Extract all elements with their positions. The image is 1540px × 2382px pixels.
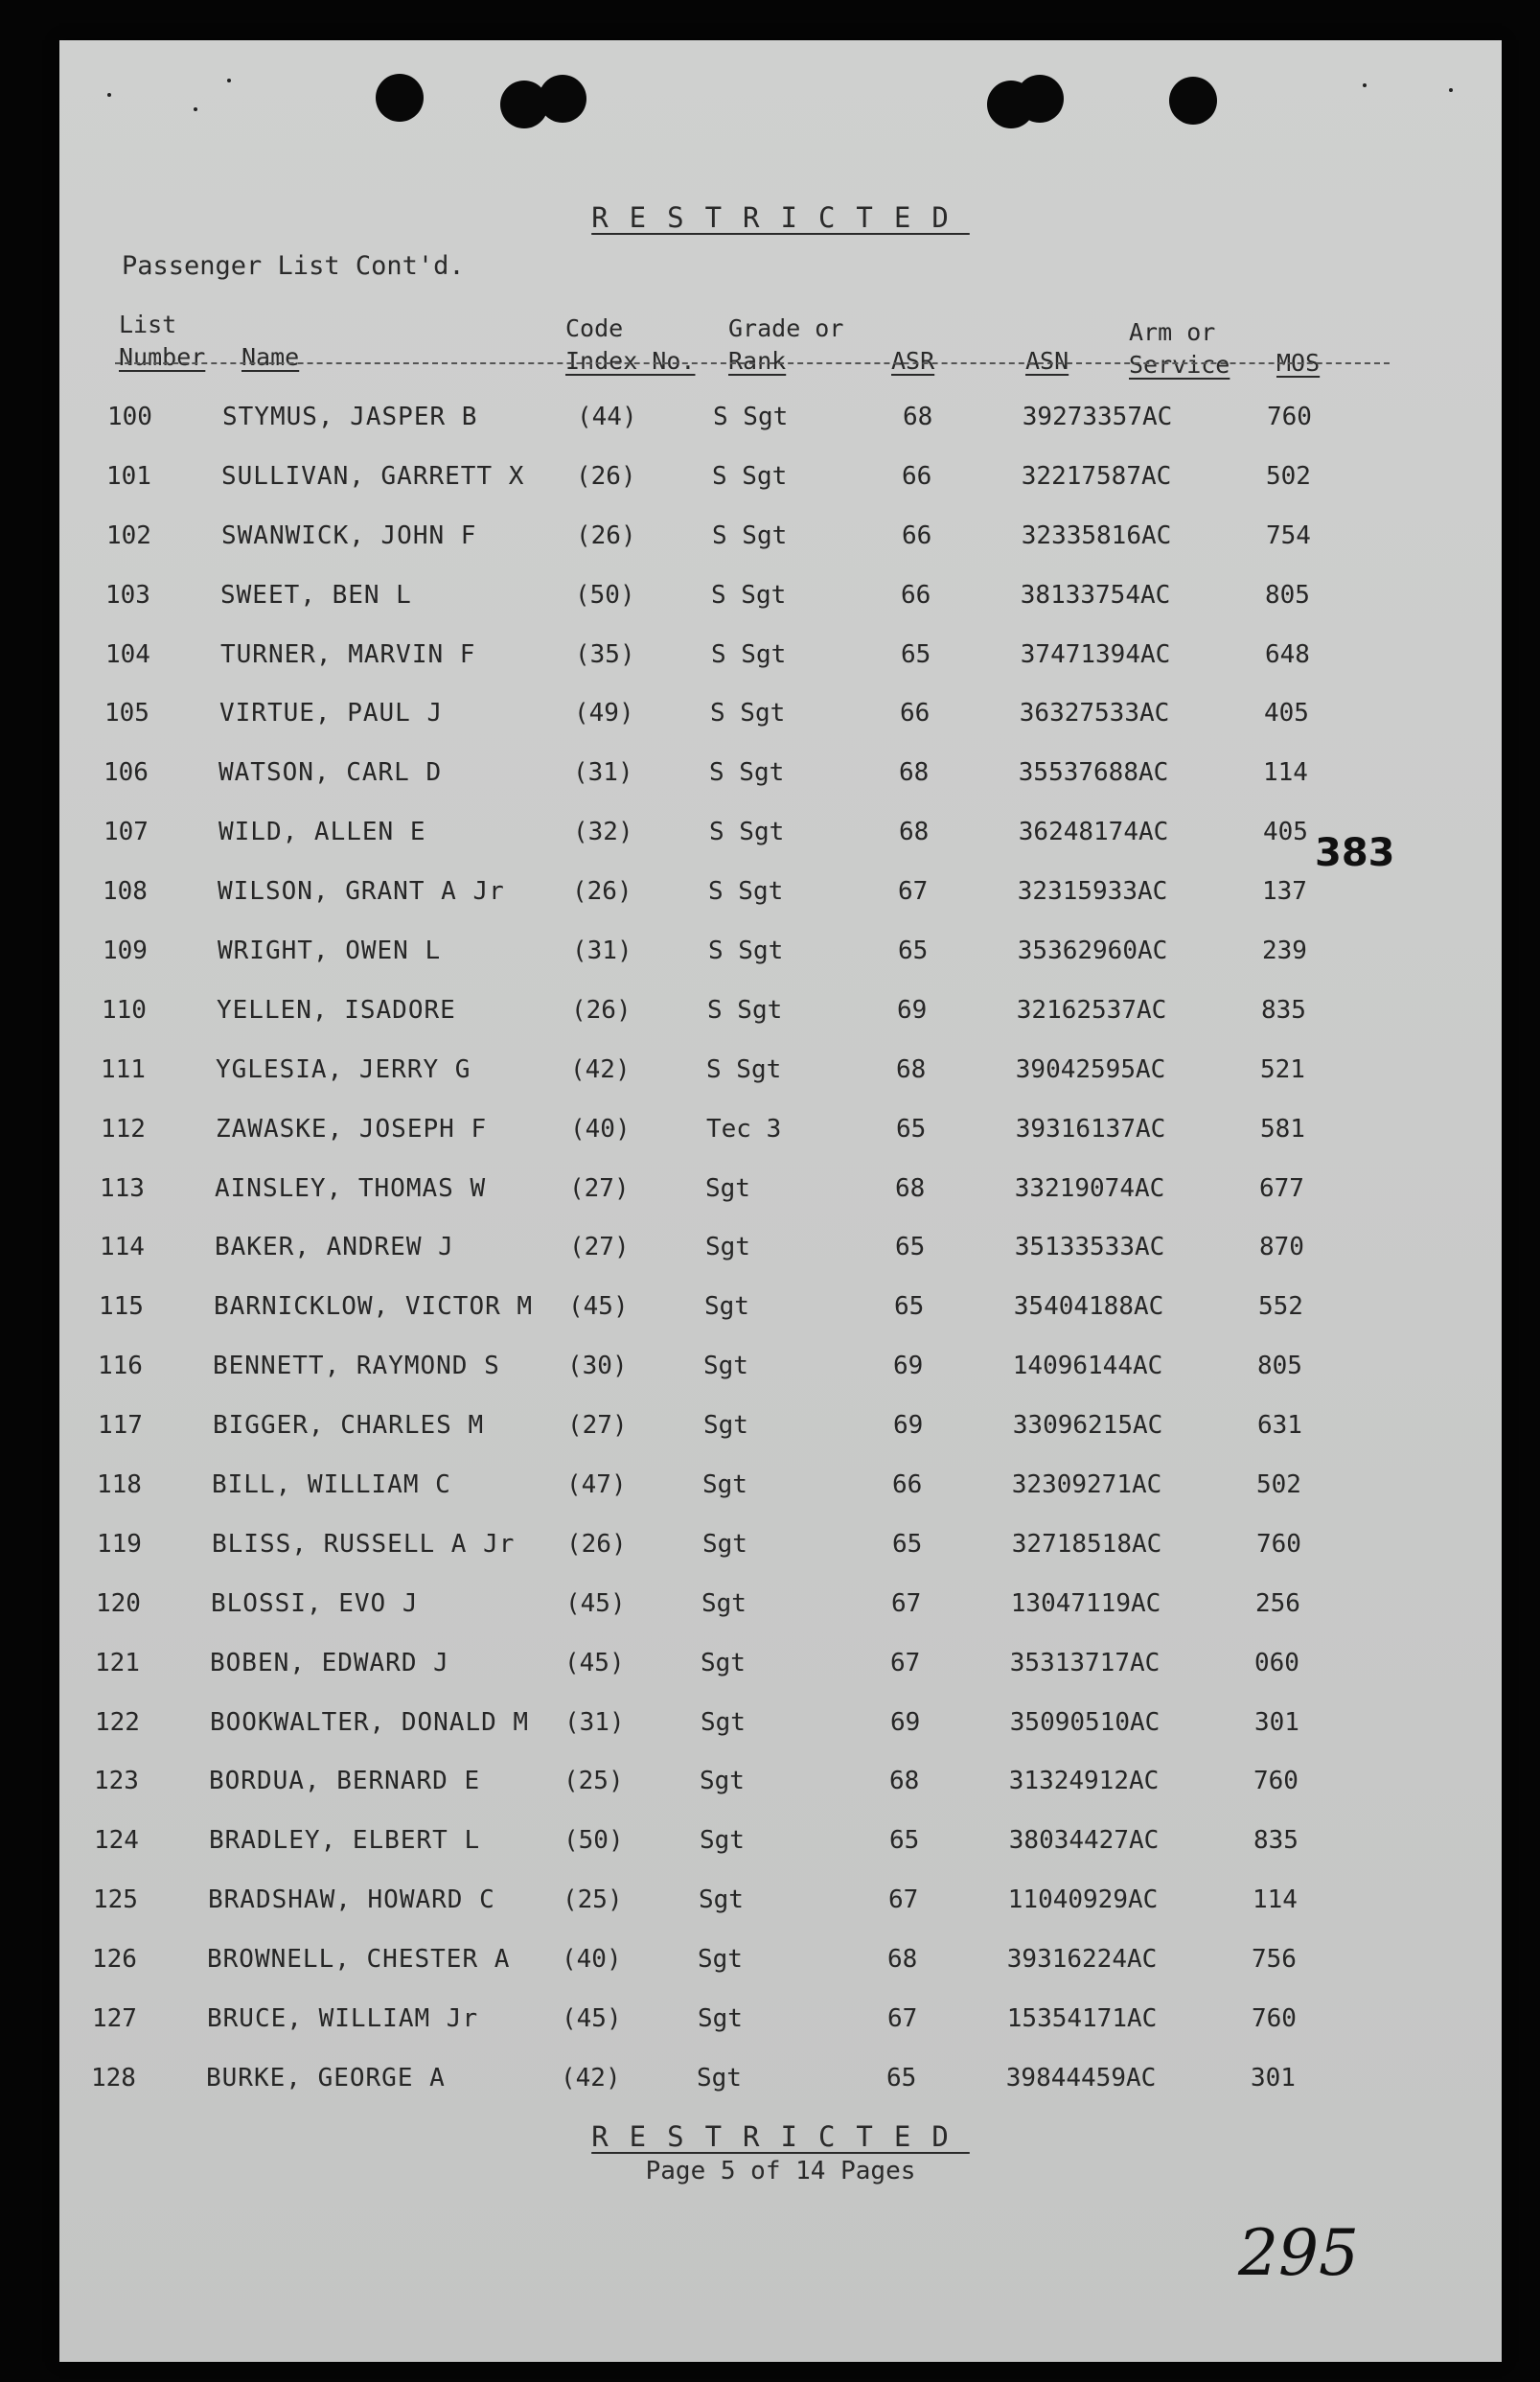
asr-score: 67	[898, 877, 929, 907]
arm-service: AC	[1138, 937, 1168, 966]
passenger-name: BRADLEY, ELBERT L	[209, 1826, 481, 1856]
table-row	[59, 1470, 1502, 1530]
grade-rank: Tec 3	[706, 1114, 782, 1144]
code-index: (45)	[568, 1292, 629, 1322]
mos-code: 756	[1252, 1945, 1297, 1975]
code-index: (42)	[570, 1054, 631, 1084]
speck	[1363, 83, 1367, 87]
passenger-name: YGLESIA, JERRY G	[216, 1054, 471, 1084]
page-number: Page 5 of 14 Pages	[645, 2157, 916, 2185]
passenger-name: BIGGER, CHARLES M	[213, 1411, 485, 1441]
mos-code: 137	[1262, 877, 1307, 907]
asr-score: 66	[901, 580, 931, 610]
grade-rank: Sgt	[701, 1648, 746, 1677]
header-arm-label: Arm or	[1129, 318, 1216, 346]
asr-score: 68	[903, 403, 933, 431]
table-row	[59, 1767, 1502, 1826]
header-rule	[115, 362, 1390, 364]
arm-service: AC	[1129, 1767, 1160, 1796]
code-index: (25)	[563, 1767, 624, 1796]
code-index: (31)	[564, 1707, 625, 1737]
list-number: 116	[98, 1352, 143, 1381]
list-number: 108	[103, 877, 148, 907]
arm-service: AC	[1130, 1707, 1161, 1737]
passenger-name: VIRTUE, PAUL J	[219, 699, 444, 728]
header-arm	[1129, 316, 1230, 382]
asr-score: 65	[894, 1292, 925, 1322]
list-number: 112	[101, 1114, 146, 1144]
code-index: (31)	[573, 758, 633, 788]
table-row	[59, 1292, 1502, 1352]
table-row	[59, 1708, 1502, 1768]
asr-score: 67	[891, 1588, 922, 1618]
grade-rank: S Sgt	[710, 699, 786, 728]
table-row	[59, 521, 1502, 581]
asr-score: 68	[899, 818, 930, 847]
asr-score: 69	[893, 1352, 924, 1381]
mos-code: 114	[1253, 1885, 1298, 1915]
code-index: (50)	[575, 580, 635, 610]
asn-number: 11040929	[1007, 1885, 1128, 1915]
mos-code: 060	[1254, 1648, 1299, 1677]
arm-service: AC	[1132, 1529, 1162, 1559]
asr-score: 66	[900, 699, 931, 728]
passenger-name: BRADSHAW, HOWARD C	[208, 1885, 495, 1915]
asn-number: 14096144	[1012, 1352, 1133, 1381]
passenger-name: STYMUS, JASPER B	[222, 403, 478, 431]
passenger-name: BAKER, ANDREW J	[215, 1233, 454, 1262]
header-number-label: Number	[119, 343, 206, 371]
code-index: (45)	[565, 1588, 626, 1618]
header-grade	[728, 312, 843, 378]
passenger-name: BLOSSI, EVO J	[211, 1588, 419, 1618]
arm-service: AC	[1141, 520, 1172, 550]
asr-score: 69	[890, 1707, 921, 1737]
list-number: 125	[93, 1885, 138, 1915]
mos-code: 760	[1256, 1529, 1301, 1559]
list-number: 106	[103, 758, 149, 788]
classification-footer: RESTRICTED	[591, 2120, 970, 2153]
list-number: 102	[106, 520, 151, 550]
grade-rank: Sgt	[705, 1173, 750, 1203]
header-code-label: Code	[565, 314, 624, 342]
list-number: 111	[101, 1054, 146, 1084]
grade-rank: S Sgt	[708, 937, 784, 966]
grade-rank: S Sgt	[712, 520, 788, 550]
arm-service: AC	[1132, 1470, 1162, 1500]
asn-number: 39316224	[1006, 1945, 1127, 1975]
asr-score: 67	[888, 1885, 919, 1915]
asn-number: 39273357	[1022, 403, 1142, 431]
asn-number: 39042595	[1015, 1054, 1136, 1084]
passenger-name: WILSON, GRANT A Jr	[218, 877, 505, 907]
list-number: 122	[95, 1707, 140, 1737]
list-number: 123	[94, 1767, 139, 1796]
list-number: 103	[105, 580, 150, 610]
table-row	[59, 1352, 1502, 1411]
mos-code: 301	[1251, 2063, 1296, 2093]
asr-score: 66	[902, 520, 932, 550]
mos-code: 677	[1259, 1173, 1304, 1203]
list-number: 119	[97, 1529, 142, 1559]
code-index: (26)	[571, 995, 632, 1025]
code-index: (40)	[562, 1945, 622, 1975]
list-number: 128	[91, 2063, 136, 2093]
asn-number: 32315933	[1017, 877, 1138, 907]
arm-service: AC	[1139, 699, 1170, 728]
punch-hole	[376, 74, 424, 122]
speck	[194, 107, 197, 111]
arm-service: AC	[1133, 1352, 1163, 1381]
header-code-index	[565, 312, 695, 378]
grade-rank: Sgt	[698, 2004, 743, 2034]
grade-rank: S Sgt	[712, 461, 788, 491]
code-index: (40)	[570, 1114, 631, 1144]
arm-service: AC	[1140, 580, 1171, 610]
arm-service: AC	[1129, 1826, 1160, 1856]
passenger-name: TURNER, MARVIN F	[220, 639, 476, 669]
grade-rank: Sgt	[699, 1885, 744, 1915]
grade-rank: S Sgt	[707, 995, 783, 1025]
header-rank-label: Rank	[728, 347, 787, 375]
asn-number: 32162537	[1016, 995, 1137, 1025]
passenger-name: SWEET, BEN L	[220, 580, 412, 610]
arm-service: AC	[1127, 2004, 1158, 2034]
asn-number: 32309271	[1011, 1470, 1132, 1500]
header-grade-label: Grade or	[728, 314, 844, 342]
asr-score: 69	[893, 1411, 924, 1441]
list-number: 114	[100, 1233, 145, 1262]
asr-score: 68	[896, 1054, 927, 1084]
arm-service: AC	[1136, 1054, 1166, 1084]
grade-rank: Sgt	[697, 2063, 742, 2093]
header-name-label: Name	[241, 343, 300, 371]
mos-code: 631	[1257, 1411, 1302, 1441]
list-number: 115	[99, 1292, 144, 1322]
list-number: 107	[103, 818, 149, 847]
header-asn-label: ASN	[1025, 347, 1069, 375]
asn-number: 38133754	[1020, 580, 1140, 610]
mos-code: 648	[1265, 639, 1310, 669]
asr-score: 68	[889, 1767, 920, 1796]
asr-score: 65	[901, 639, 931, 669]
code-index: (25)	[563, 1885, 623, 1915]
table-row	[59, 581, 1502, 640]
passenger-table	[59, 403, 1502, 2123]
grade-rank: Sgt	[704, 1292, 749, 1322]
grade-rank: Sgt	[703, 1352, 748, 1381]
table-row	[59, 758, 1502, 818]
grade-rank: S Sgt	[713, 403, 789, 431]
stamped-number: 383	[1315, 831, 1395, 875]
document-page	[59, 40, 1502, 2362]
arm-service: AC	[1136, 1114, 1166, 1144]
passenger-name: SWANWICK, JOHN F	[221, 520, 477, 550]
table-row	[59, 699, 1502, 758]
passenger-name: BLISS, RUSSELL A Jr	[212, 1529, 516, 1559]
grade-rank: S Sgt	[708, 877, 784, 907]
code-index: (31)	[572, 937, 632, 966]
passenger-name: WRIGHT, OWEN L	[218, 937, 442, 966]
arm-service: AC	[1128, 1885, 1159, 1915]
passenger-name: WILD, ALLEN E	[218, 818, 426, 847]
asr-score: 67	[887, 2004, 918, 2034]
passenger-name: BORDUA, BERNARD E	[209, 1767, 481, 1796]
mos-code: 760	[1252, 2004, 1297, 2034]
arm-service: AC	[1134, 1292, 1164, 1322]
table-row	[59, 1649, 1502, 1708]
table-row	[59, 462, 1502, 521]
grade-rank: S Sgt	[711, 580, 787, 610]
mos-code: 760	[1267, 403, 1312, 431]
list-number: 100	[107, 403, 152, 431]
mos-code: 760	[1253, 1767, 1299, 1796]
mos-code: 114	[1263, 758, 1308, 788]
list-number: 126	[92, 1945, 137, 1975]
mos-code: 835	[1261, 995, 1306, 1025]
mos-code: 835	[1253, 1826, 1299, 1856]
mos-code: 405	[1263, 818, 1308, 847]
grade-rank: Sgt	[700, 1826, 745, 1856]
passenger-name: SULLIVAN, GARRETT X	[221, 461, 525, 491]
asr-score: 65	[889, 1826, 920, 1856]
asn-number: 31324912	[1008, 1767, 1129, 1796]
passenger-name: BENNETT, RAYMOND S	[213, 1352, 500, 1381]
list-number: 110	[102, 995, 147, 1025]
asn-number: 33096215	[1012, 1411, 1133, 1441]
passenger-name: AINSLEY, THOMAS W	[215, 1173, 487, 1203]
grade-rank: Sgt	[701, 1707, 746, 1737]
code-index: (35)	[575, 639, 635, 669]
passenger-name: WATSON, CARL D	[218, 758, 443, 788]
code-index: (32)	[573, 818, 633, 847]
asn-number: 35090510	[1009, 1707, 1130, 1737]
table-row	[59, 2004, 1502, 2064]
grade-rank: Sgt	[703, 1411, 748, 1441]
punch-hole	[1016, 75, 1064, 123]
passenger-name: ZAWASKE, JOSEPH F	[216, 1114, 488, 1144]
code-index: (49)	[574, 699, 634, 728]
mos-code: 502	[1256, 1470, 1301, 1500]
code-index: (44)	[577, 403, 637, 431]
list-number: 117	[98, 1411, 143, 1441]
asn-number: 32217587	[1021, 461, 1141, 491]
mos-code: 552	[1258, 1292, 1303, 1322]
table-row	[59, 1945, 1502, 2004]
passenger-name: BILL, WILLIAM C	[212, 1470, 451, 1500]
passenger-name: BURKE, GEORGE A	[206, 2063, 446, 2093]
header-list-label: List	[119, 311, 177, 338]
code-index: (27)	[567, 1411, 628, 1441]
passenger-name: BOOKWALTER, DONALD M	[210, 1707, 530, 1737]
arm-service: AC	[1142, 403, 1173, 431]
list-number: 104	[105, 639, 150, 669]
punch-hole	[1169, 77, 1217, 125]
asn-number: 33219074	[1014, 1173, 1135, 1203]
list-number: 101	[106, 461, 151, 491]
grade-rank: Sgt	[701, 1588, 747, 1618]
asr-score: 65	[892, 1529, 923, 1559]
asr-score: 67	[890, 1648, 921, 1677]
table-row	[59, 640, 1502, 700]
arm-service: AC	[1135, 1173, 1165, 1203]
table-row	[59, 1411, 1502, 1470]
grade-rank: Sgt	[698, 1945, 743, 1975]
arm-service: AC	[1141, 461, 1172, 491]
arm-service: AC	[1126, 2063, 1157, 2093]
code-index: (26)	[572, 877, 632, 907]
arm-service: AC	[1131, 1588, 1161, 1618]
asn-number: 32718518	[1011, 1529, 1132, 1559]
list-subtitle: Passenger List Cont'd.	[122, 251, 465, 281]
asr-score: 68	[895, 1173, 926, 1203]
header-service-label: Service	[1129, 351, 1230, 379]
mos-code: 256	[1255, 1588, 1300, 1618]
asn-number: 36248174	[1018, 818, 1138, 847]
arm-service: AC	[1138, 758, 1169, 788]
code-index: (42)	[561, 2063, 621, 2093]
passenger-name: BROWNELL, CHESTER A	[207, 1945, 511, 1975]
passenger-name: BRUCE, WILLIAM Jr	[207, 2004, 479, 2034]
code-index: (50)	[563, 1826, 624, 1856]
asr-score: 65	[895, 1233, 926, 1262]
asn-number: 15354171	[1006, 2004, 1127, 2034]
mos-code: 502	[1266, 461, 1311, 491]
mos-code: 805	[1265, 580, 1310, 610]
arm-service: AC	[1127, 1945, 1158, 1975]
grade-rank: S Sgt	[709, 818, 785, 847]
code-index: (27)	[569, 1233, 630, 1262]
asr-score: 65	[886, 2063, 917, 2093]
grade-rank: S Sgt	[709, 758, 785, 788]
speck	[107, 93, 111, 97]
asn-number: 37471394	[1020, 639, 1140, 669]
asn-number: 36327533	[1019, 699, 1139, 728]
header-asr-label: ASR	[891, 347, 935, 375]
list-number: 105	[104, 699, 149, 728]
asr-score: 68	[899, 758, 930, 788]
arm-service: AC	[1130, 1648, 1161, 1677]
table-row	[59, 996, 1502, 1055]
arm-service: AC	[1138, 818, 1169, 847]
list-number: 120	[96, 1588, 141, 1618]
mos-code: 754	[1266, 520, 1311, 550]
header-index-label: Index No.	[565, 347, 696, 375]
grade-rank: S Sgt	[706, 1054, 782, 1084]
arm-service: AC	[1135, 1233, 1165, 1262]
mos-code: 301	[1254, 1707, 1299, 1737]
code-index: (26)	[576, 520, 636, 550]
code-index: (45)	[564, 1648, 625, 1677]
table-row	[59, 1589, 1502, 1649]
list-number: 121	[95, 1648, 140, 1677]
speck	[227, 79, 231, 82]
code-index: (26)	[566, 1529, 627, 1559]
grade-rank: S Sgt	[711, 639, 787, 669]
speck	[1449, 88, 1453, 92]
passenger-name: BOBEN, EDWARD J	[210, 1648, 449, 1677]
header-name	[241, 341, 299, 374]
mos-code: 870	[1259, 1233, 1304, 1262]
table-row	[59, 1115, 1502, 1174]
handwritten-number: 295	[1238, 2216, 1359, 2290]
table-row	[59, 1174, 1502, 1234]
arm-service: AC	[1133, 1411, 1163, 1441]
table-row	[59, 877, 1502, 937]
asn-number: 39316137	[1015, 1114, 1136, 1144]
list-number: 109	[103, 937, 148, 966]
mos-code: 521	[1260, 1054, 1305, 1084]
asn-number: 35362960	[1017, 937, 1138, 966]
mos-code: 405	[1264, 699, 1309, 728]
code-index: (45)	[562, 2004, 622, 2034]
asn-number: 39844459	[1005, 2063, 1126, 2093]
list-number: 127	[92, 2004, 137, 2034]
arm-service: AC	[1140, 639, 1171, 669]
table-row	[59, 1233, 1502, 1292]
list-number: 118	[97, 1470, 142, 1500]
asn-number: 38034427	[1008, 1826, 1129, 1856]
grade-rank: Sgt	[702, 1470, 747, 1500]
table-row	[59, 1826, 1502, 1885]
grade-rank: Sgt	[705, 1233, 750, 1262]
asr-score: 69	[897, 995, 928, 1025]
table-row	[59, 937, 1502, 996]
mos-code: 805	[1257, 1352, 1302, 1381]
table-row	[59, 818, 1502, 877]
table-row	[59, 1530, 1502, 1589]
code-index: (30)	[567, 1352, 628, 1381]
table-row	[59, 403, 1502, 462]
arm-service: AC	[1138, 877, 1168, 907]
header-asr	[891, 345, 934, 378]
asn-number: 35313717	[1009, 1648, 1130, 1677]
asr-score: 66	[892, 1470, 923, 1500]
asr-score: 66	[902, 461, 932, 491]
header-mos-label: MOS	[1276, 349, 1321, 377]
passenger-name: BARNICKLOW, VICTOR M	[214, 1292, 534, 1322]
passenger-name: YELLEN, ISADORE	[217, 995, 456, 1025]
arm-service: AC	[1137, 995, 1167, 1025]
asn-number: 13047119	[1010, 1588, 1131, 1618]
code-index: (47)	[566, 1470, 627, 1500]
asr-score: 65	[896, 1114, 927, 1144]
list-number: 113	[100, 1173, 145, 1203]
asn-number: 35537688	[1018, 758, 1138, 788]
code-index: (27)	[569, 1173, 630, 1203]
grade-rank: Sgt	[700, 1767, 745, 1796]
asr-score: 68	[887, 1945, 918, 1975]
table-row	[59, 1055, 1502, 1115]
mos-code: 581	[1260, 1114, 1305, 1144]
table-row	[59, 2064, 1502, 2123]
mos-code: 239	[1262, 937, 1307, 966]
grade-rank: Sgt	[702, 1529, 747, 1559]
classification-header: RESTRICTED	[591, 201, 970, 234]
header-asn	[1025, 345, 1069, 378]
table-row	[59, 1885, 1502, 1945]
asn-number: 35404188	[1013, 1292, 1134, 1322]
punch-hole	[539, 75, 586, 123]
list-number: 124	[94, 1826, 139, 1856]
asr-score: 65	[898, 937, 929, 966]
asn-number: 32335816	[1021, 520, 1141, 550]
code-index: (26)	[576, 461, 636, 491]
asn-number: 35133533	[1014, 1233, 1135, 1262]
